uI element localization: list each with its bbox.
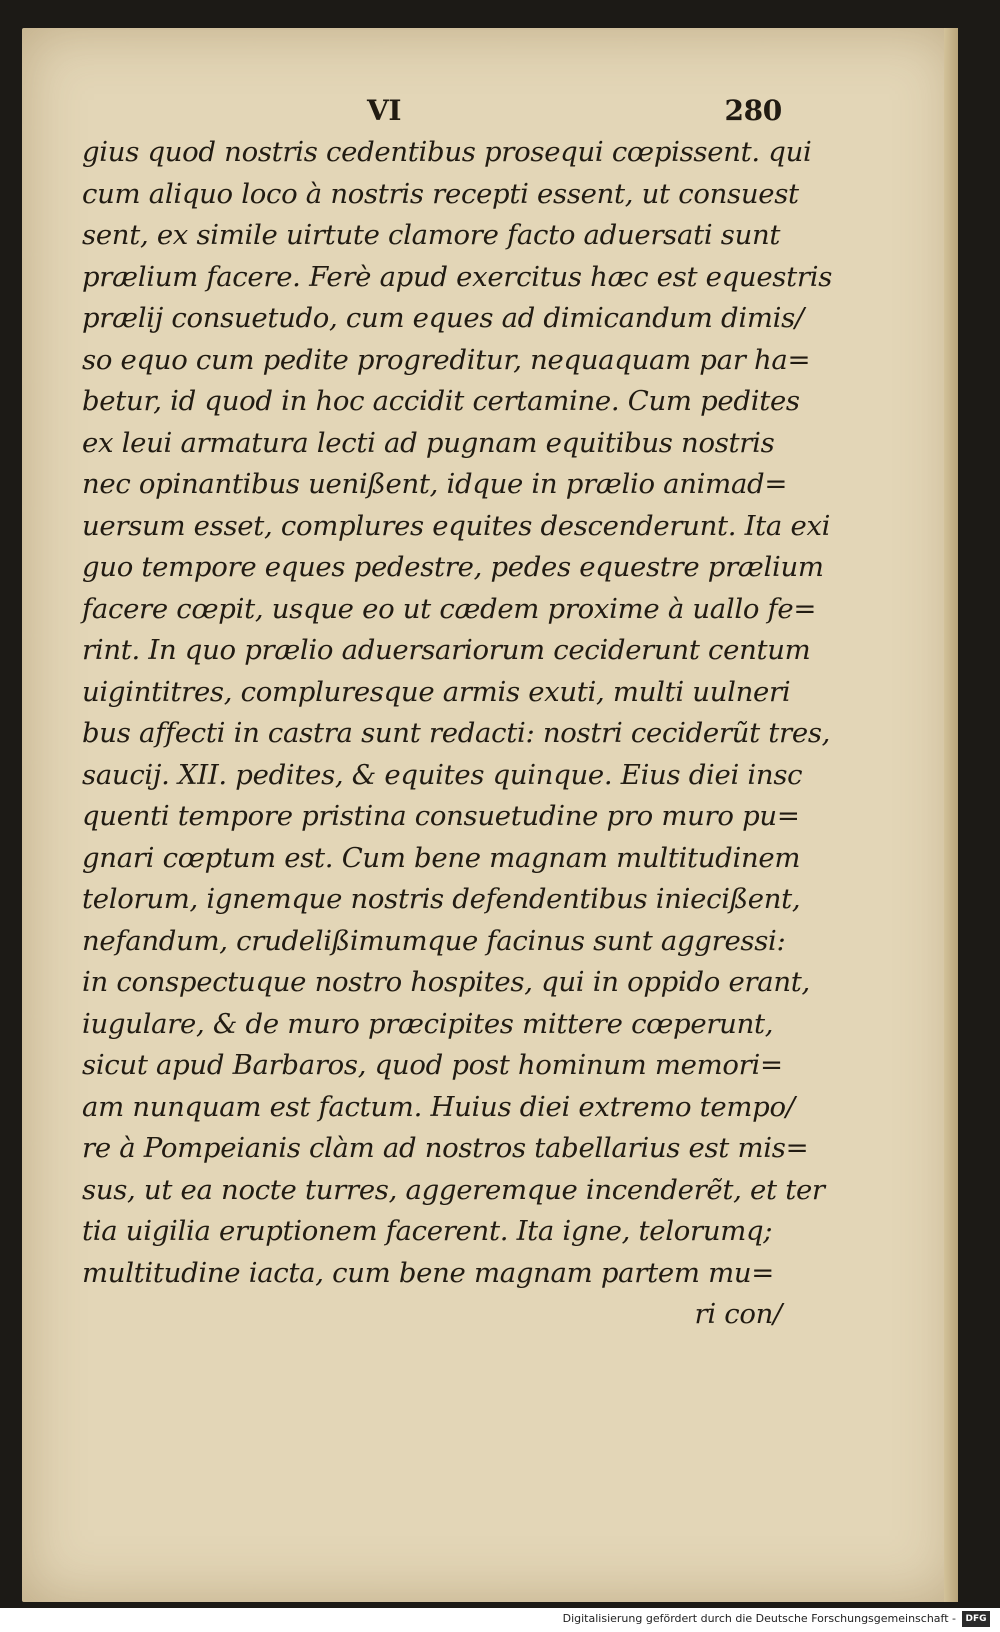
text-line: tia uigilia eruptionem facerent. Ita igne, telorumq; xyxy=(82,1215,773,1247)
text-line: am nunquam est factum. Huius diei extremo tempo/ xyxy=(82,1090,795,1123)
folio-number: 280 xyxy=(724,94,782,127)
text-line: ex leui armatura lecti ad pugnam equitibus nostris xyxy=(82,426,775,459)
text-line: prælium facere. Ferè apud exercitus hæc est equestris xyxy=(82,260,833,293)
text-line: telorum, ignemque nostris defendentibus iniecißent, xyxy=(82,883,801,915)
book-page xyxy=(22,28,958,1602)
dfg-logo-icon: DFG xyxy=(962,1611,990,1627)
running-head: VI xyxy=(367,94,402,127)
catchword: ri con/ xyxy=(694,1298,782,1330)
text-line: nec opinantibus uenißent, idque in prælio animad= xyxy=(82,468,788,500)
text-line: sent, ex simile uirtute clamore facto aduersati sunt xyxy=(82,219,781,251)
footer-bar xyxy=(0,1608,1000,1632)
text-line: in conspectuque nostro hospites, qui in oppido erant, xyxy=(82,966,810,998)
text-line: quenti tempore pristina consuetudine pro muro pu= xyxy=(82,800,800,832)
text-line: facere cœpit, usque eo ut cædem proxime à uallo fe= xyxy=(82,592,817,625)
text-block xyxy=(82,92,833,1336)
text-line: cum aliquo loco à nostris recepti essent, ut consuest xyxy=(82,177,799,210)
text-line: uigintitres, compluresque armis exuti, multi uulneri xyxy=(82,675,791,708)
text-line: gnari cœptum est. Cum bene magnam multitudinem xyxy=(82,841,801,874)
text-line: bus affecti in castra sunt redacti: nostri ceciderũt tres, xyxy=(82,717,831,749)
text-line: saucij. XII. pedites, & equites quinque. Eius diei insc xyxy=(82,758,803,791)
funding-credit: Digitalisierung gefördert durch die Deutsche Forschungsgemeinschaft - xyxy=(562,1612,956,1625)
text-line: iugulare, & de muro præcipites mittere cœperunt, xyxy=(82,1007,774,1040)
text-line: multitudine iacta, cum bene magnam partem mu= xyxy=(82,1256,774,1289)
text-line: so equo cum pedite progreditur, nequaquam par ha= xyxy=(82,343,811,376)
page-edge xyxy=(944,28,958,1602)
text-line: re à Pompeianis clàm ad nostros tabellarius est mis= xyxy=(82,1132,809,1164)
text-line: rint. In quo prælio aduersariorum ceciderunt centum xyxy=(82,634,811,666)
text-line: uersum esset, complures equites descenderunt. Ita exi xyxy=(82,509,831,542)
text-line: nefandum, crudelißimumque facinus sunt aggressi: xyxy=(82,924,786,957)
page-header xyxy=(82,92,782,132)
text-line: betur, id quod in hoc accidit certamine. Cum pedites xyxy=(82,385,800,417)
text-line: gius quod nostris cedentibus prosequi cœpissent. qui xyxy=(82,136,812,168)
text-line: guo tempore eques pedestre, pedes equestre prælium xyxy=(82,551,824,583)
text-line: sus, ut ea nocte turres, aggeremque incenderẽt, et ter xyxy=(82,1173,825,1206)
text-line: sicut apud Barbaros, quod post hominum memori= xyxy=(82,1049,783,1081)
text-line: prælij consuetudo, cum eques ad dimicandum dimis/ xyxy=(82,302,804,334)
